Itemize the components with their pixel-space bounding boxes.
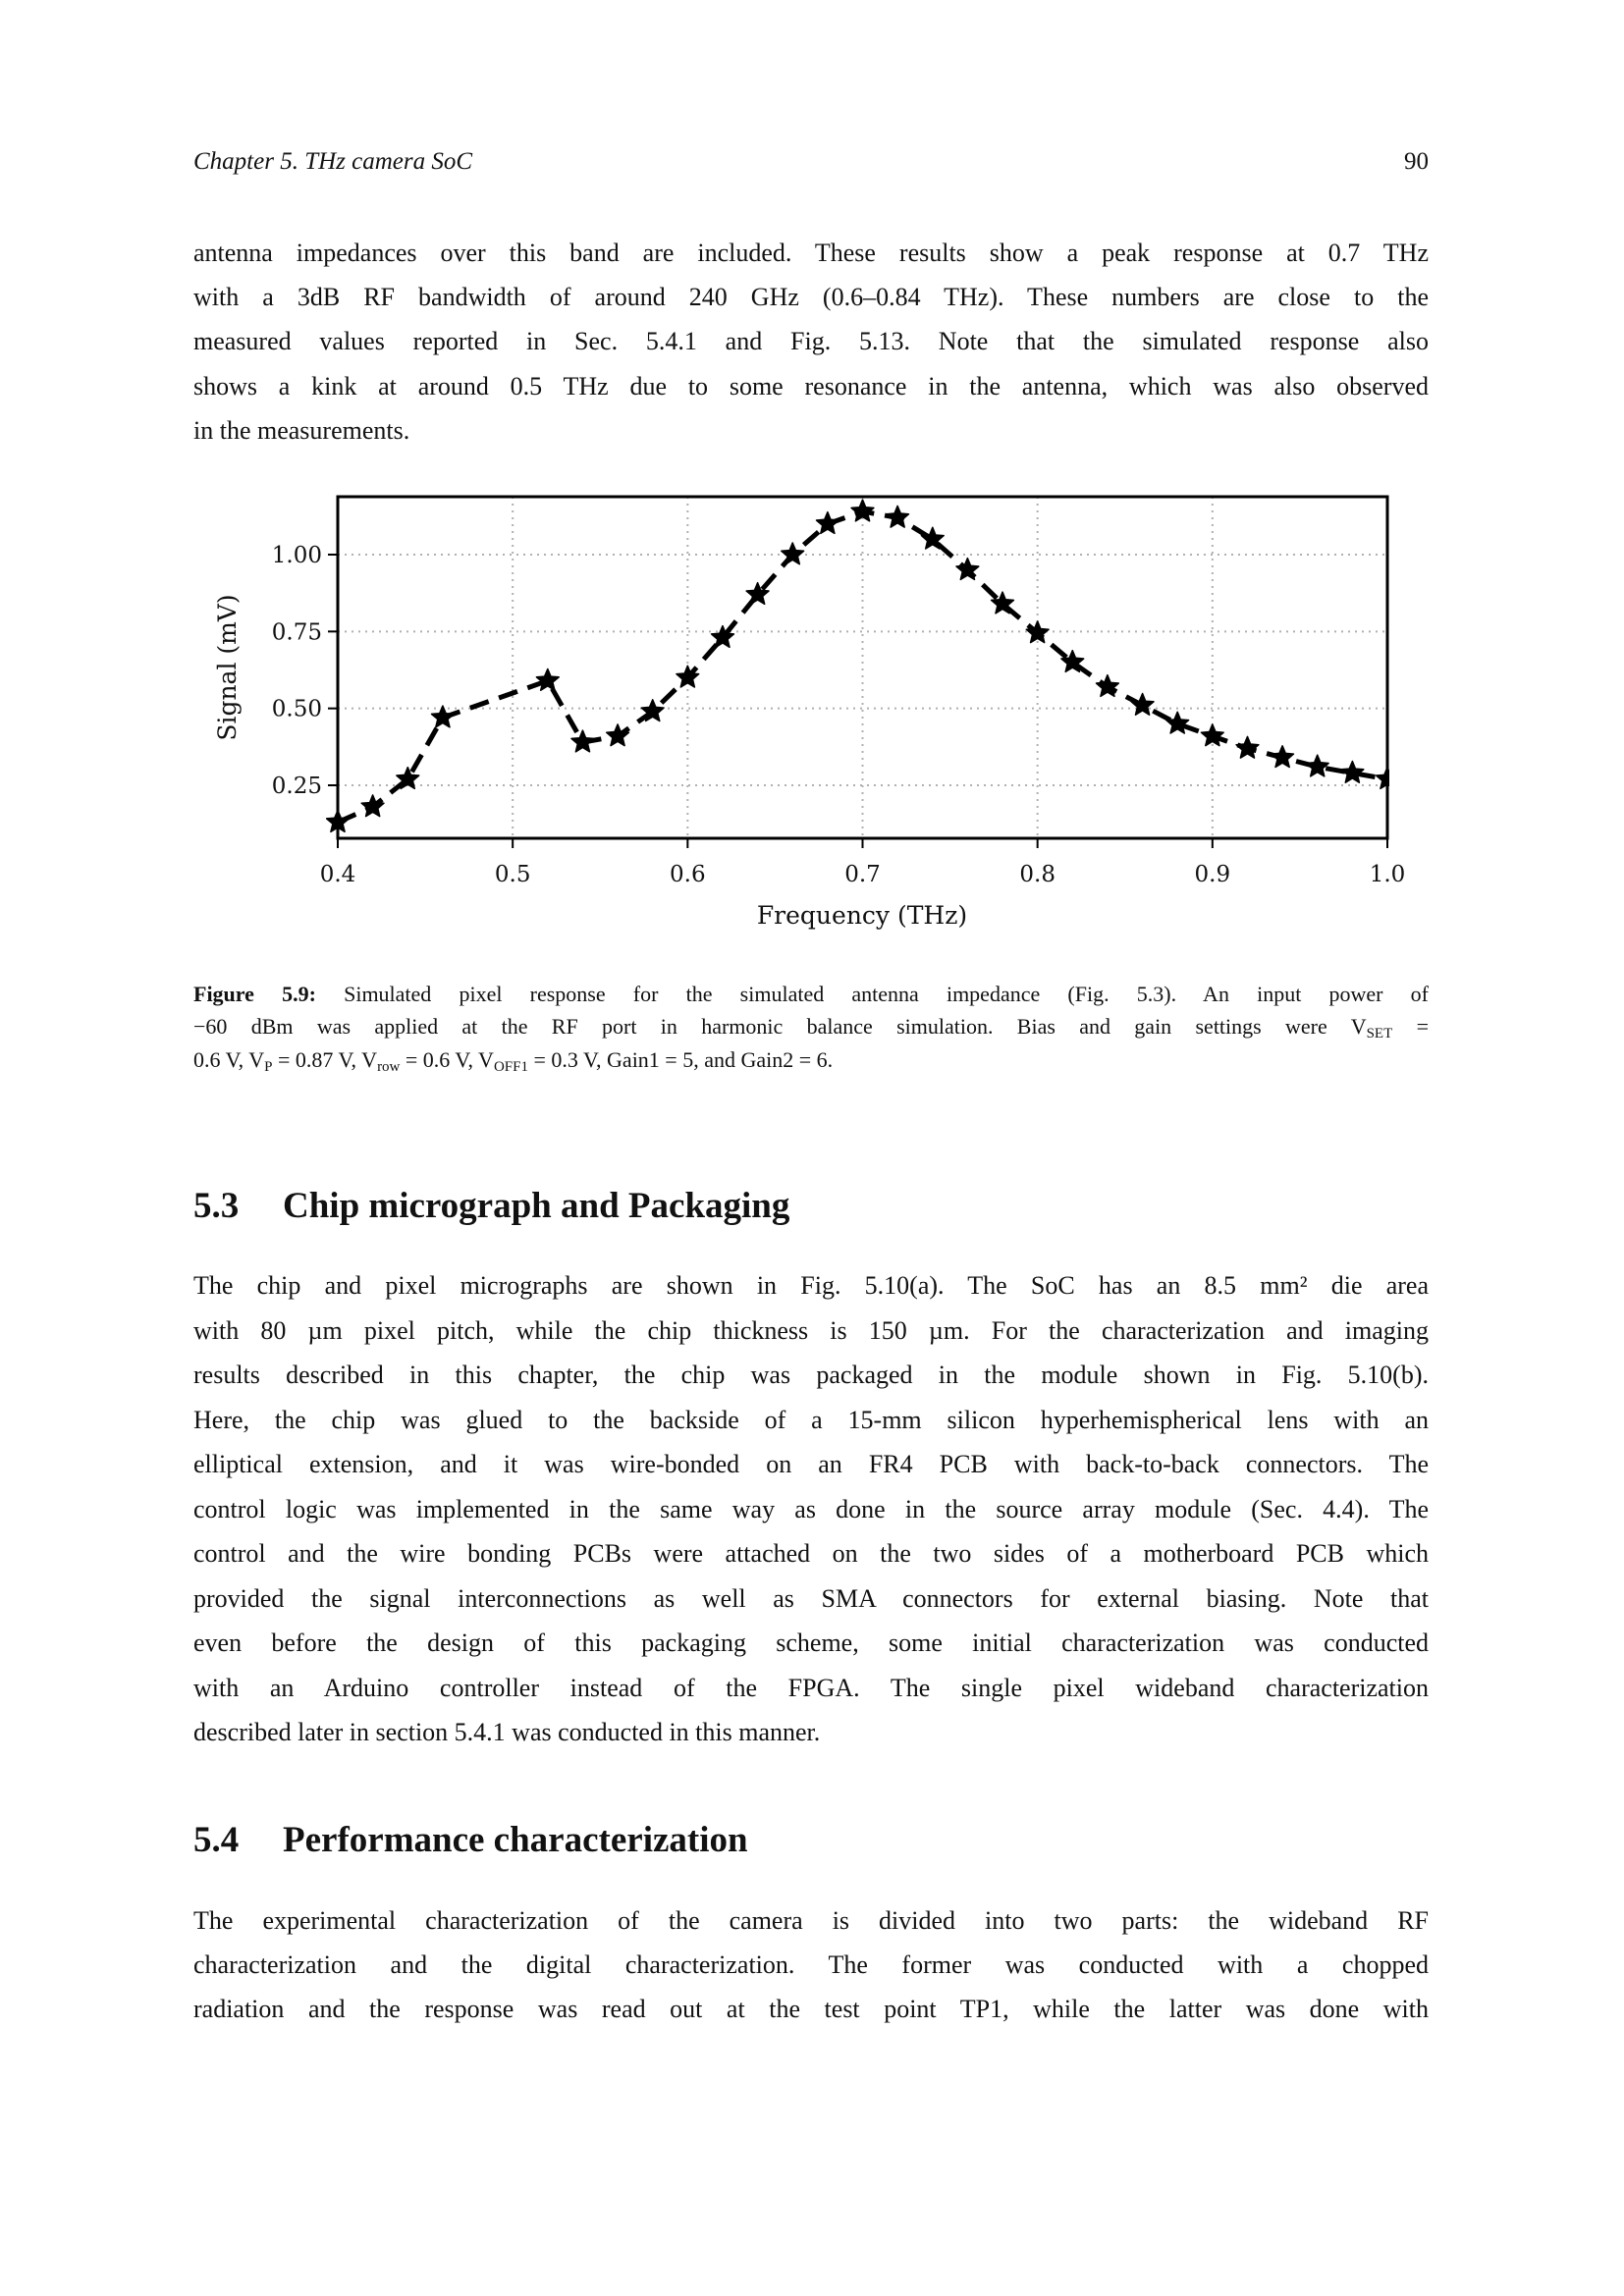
star-marker-icon [536,669,559,691]
star-marker-icon [607,724,629,746]
star-marker-icon [956,559,979,580]
star-marker-icon [361,795,384,817]
section-number: 5.4 [193,1820,240,1860]
star-marker-icon [1131,694,1154,716]
text-line: control and the wire bonding PCBs were attached on the two sides of a motherboard PCB which [193,1539,1429,1568]
star-marker-icon [571,730,594,752]
text-line: antenna impedances over this band are included. These results show a peak response at 0.7 THz [193,239,1429,267]
text-line: radiation and the response was read out at the test point TP1, while the latter was done with [193,1995,1429,2023]
star-marker-icon [1201,724,1223,746]
star-marker-icon [432,706,455,727]
section-title: Performance characterization [283,1820,748,1860]
caption-line: −60 dBm was applied at the RF port in harmonic balance simulation. Bias and gain settings were $V_{SET}$ = [193,1014,1429,1041]
x-tick-label: 0.7 [844,862,881,887]
star-marker-icon [921,527,944,549]
text-line: in the measurements. [193,416,410,445]
caption-line: 0.6 V, $V_P = 0.87$ V, $V_{row} = 0.6$ V, $V_{OFF1} = 0.3$ V, Gain1 = 5, and Gain2 = 6. [193,1047,834,1075]
star-marker-icon [1166,712,1189,733]
text-line: results described in this chapter, the chip was packaged in the module shown in Fig. 5.10(b). [193,1361,1429,1389]
star-marker-icon [1306,755,1328,776]
star-marker-icon [1026,621,1049,643]
text-line: described later in section 5.4.1 was conducted in this manner. [193,1718,821,1746]
y-tick-label: 0.25 [271,774,322,799]
figure-5-9-chart [0,0,1624,962]
x-tick-label: 0.8 [1019,862,1056,887]
text-line: with a 3dB RF bandwidth of around 240 GHz (0.6–0.84 THz). These numbers are close to the [193,283,1429,311]
series-line [338,511,1387,823]
y-tick-label: 0.50 [271,696,322,722]
x-tick-label: 0.6 [670,862,706,887]
text-line: even before the design of this packaging scheme, some initial characterization was conducted [193,1629,1429,1657]
text-line: with 80 µm pixel pitch, while the chip thickness is 150 µm. For the characterization and imaging [193,1316,1429,1345]
star-marker-icon [992,592,1014,614]
star-marker-icon [677,666,699,687]
text-line: The chip and pixel micrographs are shown in Fig. 5.10(a). The SoC has an 8.5 mm² die area [193,1271,1429,1300]
star-marker-icon [327,811,350,832]
star-marker-icon [851,500,874,521]
chart-gridlines [338,497,1387,838]
text-line: Here, the chip was glued to the backside of a 15-mm silicon hyperhemispherical lens with an [193,1406,1429,1434]
chart-series [327,500,1399,831]
star-marker-icon [1377,768,1399,789]
star-marker-icon [817,512,839,534]
text-line: elliptical extension, and it was wire-bonded on an FR4 PCB with back-to-back connectors. The [193,1450,1429,1478]
section-title: Chip micrograph and Packaging [283,1186,790,1226]
y-tick-label: 0.75 [271,619,322,646]
star-marker-icon [1097,675,1119,697]
x-tick-label: 0.9 [1194,862,1231,887]
text-line: provided the signal interconnections as well as SMA connectors for external biasing. Note that [193,1584,1429,1613]
page-number: 90 [1404,148,1429,175]
y-axis-title: Signal (mV) [213,594,242,741]
star-marker-icon [641,700,664,721]
chapter-title: Chapter 5. THz camera SoC [193,148,473,175]
star-marker-icon [1341,762,1364,783]
figure-label: Figure 5.9: [193,982,316,1006]
text-line: characterization and the digital characterization. The former was conducted with a chopped [193,1950,1429,1979]
star-marker-icon [782,543,804,564]
star-marker-icon [397,768,419,789]
star-marker-icon [887,506,909,527]
star-marker-icon [1236,736,1259,758]
plot-frame [338,497,1387,838]
star-marker-icon [712,626,734,648]
star-marker-icon [1272,746,1294,768]
caption-line: Figure 5.9: Simulated pixel response for the simulated antenna impedance (Fig. 5.3). An input power of [193,982,1429,1006]
text-line: control logic was implemented in the same way as done in the source array module (Sec. 4.4). The [193,1495,1429,1523]
star-marker-icon [1061,651,1084,672]
section-number: 5.3 [193,1186,240,1226]
star-marker-icon [746,583,769,605]
running-header [193,147,1429,177]
y-tick-label: 1.00 [271,543,322,568]
line-chart [0,0,1624,962]
x-tick-label: 1.0 [1369,862,1406,887]
text-line: The experimental characterization of the camera is divided into two parts: the wideband RF [193,1906,1429,1935]
x-tick-label: 0.4 [319,862,356,887]
x-axis-title: Frequency (THz) [756,901,968,930]
axis-ticks [272,543,1406,887]
text-line: measured values reported in Sec. 5.4.1 and Fig. 5.13. Note that the simulated response also [193,327,1429,355]
text-line: shows a kink at around 0.5 THz due to some resonance in the antenna, which was also observed [193,372,1429,400]
x-tick-label: 0.5 [494,862,531,887]
text-line: with an Arduino controller instead of the FPGA. The single pixel wideband characterization [193,1674,1429,1702]
